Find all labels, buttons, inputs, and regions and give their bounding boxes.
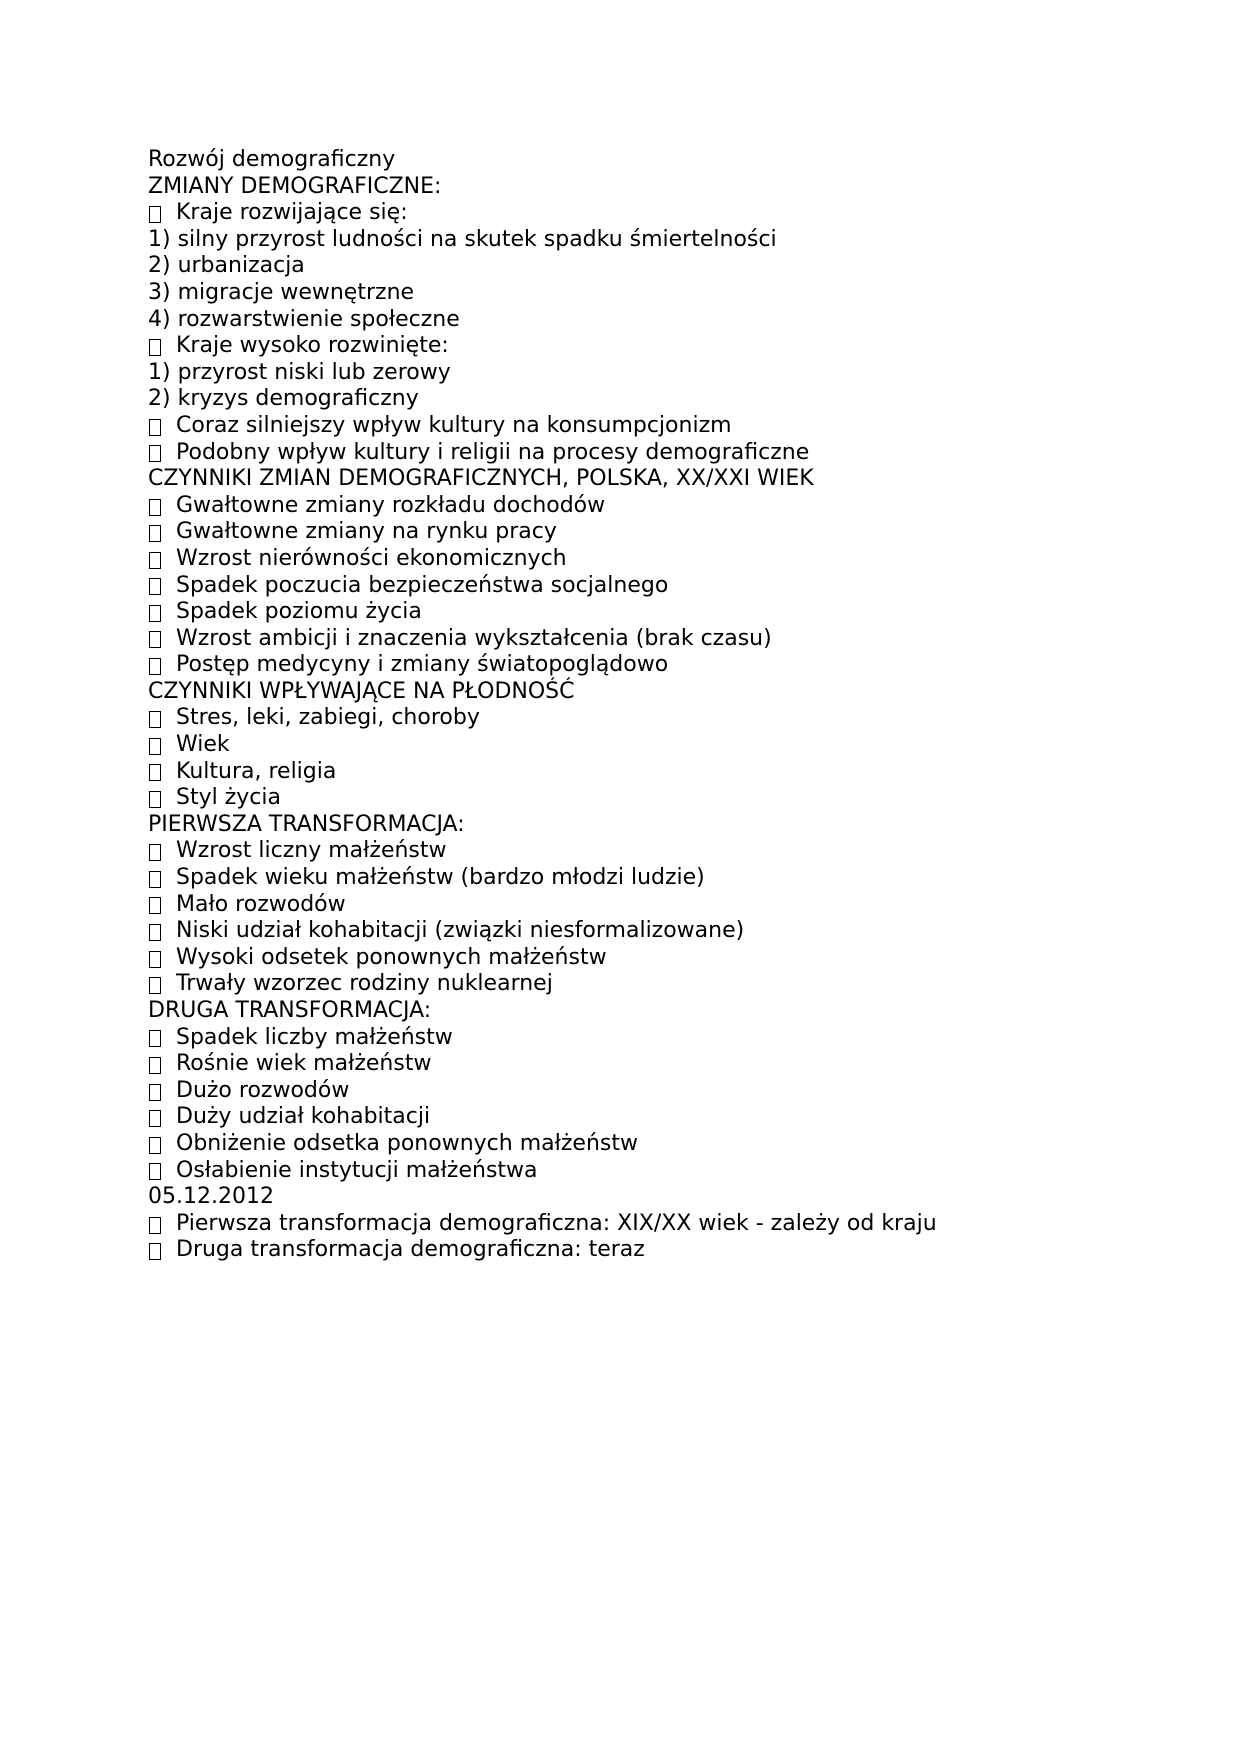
line-text: Podobny wpływ kultury i religii na procesy demograficzne [176,439,810,465]
missing-glyph-box-icon [149,844,161,861]
missing-glyph-box-icon [149,924,161,941]
line-text: Coraz silniejszy wpływ kultury na konsumpcjonizm [176,412,732,438]
line-text: 1) silny przyrost ludności na skutek spadku śmiertelności [148,226,777,252]
line-text: Kraje rozwijające się: [176,200,408,226]
bullet-item [148,1158,1188,1185]
line-text: Niski udział kohabitacji (związki niesformalizowane) [176,918,745,944]
missing-glyph-box-icon [149,1030,161,1047]
missing-glyph-box-icon [149,764,161,781]
bullet-item [148,732,1188,759]
line-text: DRUGA TRANSFORMACJA: [148,998,432,1023]
line-text: Spadek poczucia bezpieczeństwa socjalnego [176,572,669,598]
missing-glyph-box-icon [149,605,161,622]
missing-glyph-box-icon [149,499,161,516]
missing-glyph-box-icon [149,1243,161,1260]
bullet-item [148,1051,1188,1078]
missing-glyph-box-icon [149,1110,161,1127]
bullet-item [148,413,1188,440]
line-text: Wzrost nierówności ekonomicznych [176,545,567,571]
bullet-item [148,333,1188,360]
missing-glyph-box-icon [149,658,161,675]
bullet-item [148,865,1188,892]
text-line [148,998,1188,1025]
bullet-item [148,1078,1188,1105]
bullet-item [148,1211,1188,1238]
line-text: Rośnie wiek małżeństw [176,1051,432,1077]
line-text: Wzrost ambicji i znaczenia wykształcenia (brak czasu) [176,625,772,651]
text-line [148,280,1188,307]
line-text: ZMIANY DEMOGRAFICZNE: [148,173,442,199]
document-title: Rozwój demograficzny [148,147,396,172]
bullet-item [148,1025,1188,1052]
text-line [148,812,1188,839]
line-text: 1) przyrost niski lub zerowy [148,359,451,385]
text-line [148,253,1188,280]
line-text: Druga transformacja demograficzna: teraz [176,1237,645,1263]
bullet-item [148,785,1188,812]
bullet-item [148,1104,1188,1131]
bullet-item [148,705,1188,732]
bullet-item [148,519,1188,546]
line-text: Styl życia [176,785,281,811]
line-text: 3) migracje wewnętrzne [148,279,415,305]
missing-glyph-box-icon [149,419,161,436]
line-text: Kultura, religia [176,758,337,784]
missing-glyph-box-icon [149,1217,161,1234]
bullet-item [148,200,1188,227]
text-line [148,466,1188,493]
missing-glyph-box-icon [149,791,161,808]
text-line [148,227,1188,254]
line-text: 2) urbanizacja [148,253,305,279]
bullet-item [148,1237,1188,1264]
line-text: Stres, leki, zabiegi, choroby [176,705,480,731]
missing-glyph-box-icon [149,631,161,648]
missing-glyph-box-icon [149,445,161,462]
bullet-item [148,599,1188,626]
line-text: Wiek [176,732,230,758]
line-text: PIERWSZA TRANSFORMACJA: [148,811,465,837]
missing-glyph-box-icon [149,1137,161,1154]
text-line [148,386,1188,413]
bullet-item [148,945,1188,972]
bullet-item [148,573,1188,600]
bullet-item [148,759,1188,786]
line-text: Duży udział kohabitacji [176,1104,431,1130]
line-text: Mało rozwodów [176,891,346,917]
bullet-item [148,838,1188,865]
missing-glyph-box-icon [149,711,161,728]
line-text: Spadek poziomu życia [176,599,422,625]
bullet-item [148,971,1188,998]
missing-glyph-box-icon [149,525,161,542]
bullet-item [148,918,1188,945]
missing-glyph-box-icon [149,951,161,968]
missing-glyph-box-icon [149,578,161,595]
missing-glyph-box-icon [149,871,161,888]
line-text: Postęp medycyny i zmiany światopoglądowo [176,652,669,678]
bullet-item [148,493,1188,520]
text-line [148,679,1188,706]
text-line [148,174,1188,201]
text-line [148,1184,1188,1211]
missing-glyph-box-icon [149,1057,161,1074]
missing-glyph-box-icon [149,1163,161,1180]
line-text: Kraje wysoko rozwinięte: [176,333,449,359]
missing-glyph-box-icon [149,738,161,755]
line-text: Trwały wzorzec rodziny nuklearnej [176,971,553,997]
line-text: CZYNNIKI ZMIAN DEMOGRAFICZNYCH, POLSKA, XX/XXI WIEK [148,466,814,492]
missing-glyph-box-icon [149,339,161,356]
missing-glyph-box-icon [149,897,161,914]
bullet-item [148,626,1188,653]
line-text: Pierwsza transformacja demograficzna: XIX/XX wiek - zależy od kraju [176,1210,937,1236]
document-body [148,174,1188,1264]
bullet-item [148,546,1188,573]
line-text: Wzrost liczny małżeństw [176,838,447,864]
bullet-item [148,652,1188,679]
bullet-item [148,440,1188,467]
line-text: 4) rozwarstwienie społeczne [148,306,460,332]
missing-glyph-box-icon [149,206,161,223]
line-text: Spadek liczby małżeństw [176,1024,453,1050]
document-page [148,147,1188,1264]
line-text: Osłabienie instytucji małżeństwa [176,1157,538,1183]
line-text: Dużo rozwodów [176,1077,350,1103]
line-text: Wysoki odsetek ponownych małżeństw [176,944,607,970]
missing-glyph-box-icon [149,1084,161,1101]
bullet-item [148,1131,1188,1158]
text-line [148,360,1188,387]
line-text: 2) kryzys demograficzny [148,386,419,412]
line-text: 05.12.2012 [148,1184,274,1210]
line-text: Gwałtowne zmiany rozkładu dochodów [176,492,606,518]
line-text: CZYNNIKI WPŁYWAJĄCE NA PŁODNOŚĆ [148,678,575,704]
text-line [148,307,1188,334]
missing-glyph-box-icon [149,552,161,569]
missing-glyph-box-icon [149,977,161,994]
line-text: Obniżenie odsetka ponownych małżeństw [176,1130,638,1156]
line-text: Gwałtowne zmiany na rynku pracy [176,519,557,545]
line-text: Spadek wieku małżeństw (bardzo młodzi ludzie) [176,865,705,891]
bullet-item [148,892,1188,919]
